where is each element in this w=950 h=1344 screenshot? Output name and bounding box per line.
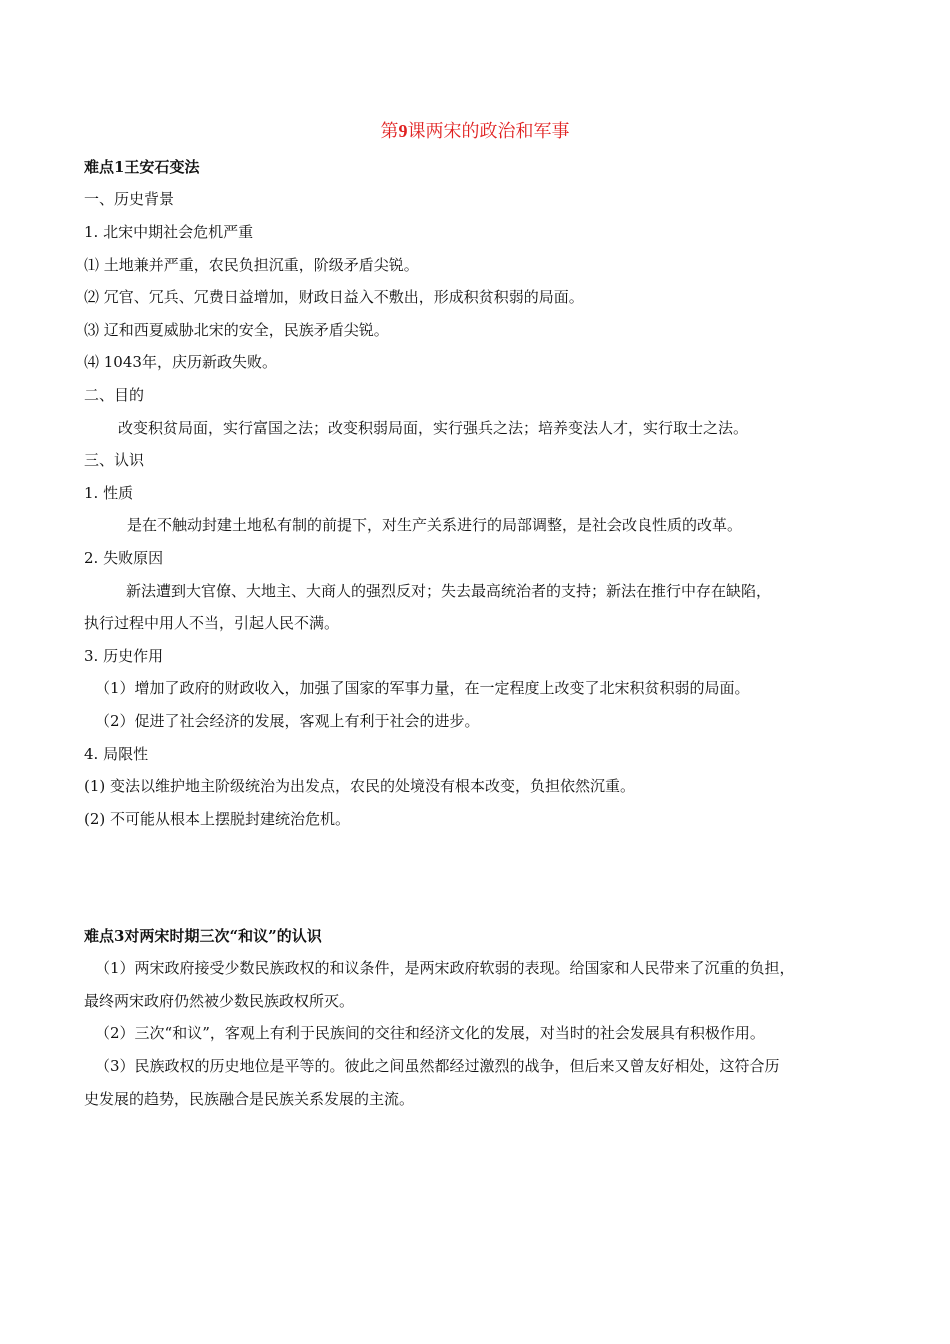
title-number: 9 [398,121,408,141]
title-prefix: 第 [380,121,399,142]
background-item: ⑴ 土地兼并严重，农民负担沉重，阶级矛盾尖锐。 [84,256,419,274]
title-suffix: 课两宋的政治和军事 [407,121,570,142]
limit-item: (2) 不可能从根本上摆脱封建统治危机。 [84,810,351,828]
section1-heading: 难点1王安石变法 [84,158,200,176]
fail-heading: 2. 失败原因 [84,549,164,567]
nature-heading: 1. 性质 [84,484,134,502]
background-heading: 一、历史背景 [84,190,175,208]
background-subheading: 1. 北宋中期社会危机严重 [84,223,254,241]
peace-item-3-continued: 史发展的趋势，民族融合是民族关系发展的主流。 [84,1090,415,1108]
peace-item-1-continued: 最终两宋政府仍然被少数民族政权所灭。 [84,992,355,1010]
section3-heading: 难点3对两宋时期三次“和议”的认识 [84,927,322,945]
view-heading: 三、认识 [84,451,145,469]
fail-text-continued: 执行过程中用人不当，引起人民不满。 [84,614,340,632]
background-item: ⑶ 辽和西夏威胁北宋的安全，民族矛盾尖锐。 [84,321,389,339]
nature-text: 是在不触动封建土地私有制的前提下，对生产关系进行的局部调整，是社会改良性质的改革。 [127,516,743,534]
role-item: （1）增加了政府的财政收入，加强了国家的军事力量，在一定程度上改变了北宋积贫积弱的局面。 [95,679,750,697]
role-item: （2）促进了社会经济的发展，客观上有利于社会的进步。 [95,712,480,730]
role-heading: 3. 历史作用 [84,647,164,665]
limit-heading: 4. 局限性 [84,745,149,763]
peace-item-1: （1）两宋政府接受少数民族政权的和议条件，是两宋政府软弱的表现。给国家和人民带来了沉重的负担， [95,959,795,977]
page-title [0,118,950,145]
fail-text: 新法遭到大官僚、大地主、大商人的强烈反对；失去最高统治者的支持；新法在推行中存在缺陷， [126,582,772,600]
background-item: ⑵ 冗官、冗兵、冗费日益增加，财政日益入不敷出，形成积贫积弱的局面。 [84,288,584,306]
background-item: ⑷ 1043年，庆历新政失败。 [84,353,277,371]
purpose-heading: 二、目的 [84,386,145,404]
peace-item-2: （2）三次“和议”，客观上有利于民族间的交往和经济文化的发展，对当时的社会发展具有积极作用。 [95,1024,765,1042]
purpose-text: 改变积贫局面，实行富国之法；改变积弱局面，实行强兵之法；培养变法人才，实行取士之法。 [118,419,749,437]
limit-item: (1) 变法以维护地主阶级统治为出发点，农民的处境没有根本改变，负担依然沉重。 [84,777,636,795]
peace-item-3: （3）民族政权的历史地位是平等的。彼此之间虽然都经过激烈的战争，但后来又曾友好相处，这符合历 [95,1057,780,1075]
